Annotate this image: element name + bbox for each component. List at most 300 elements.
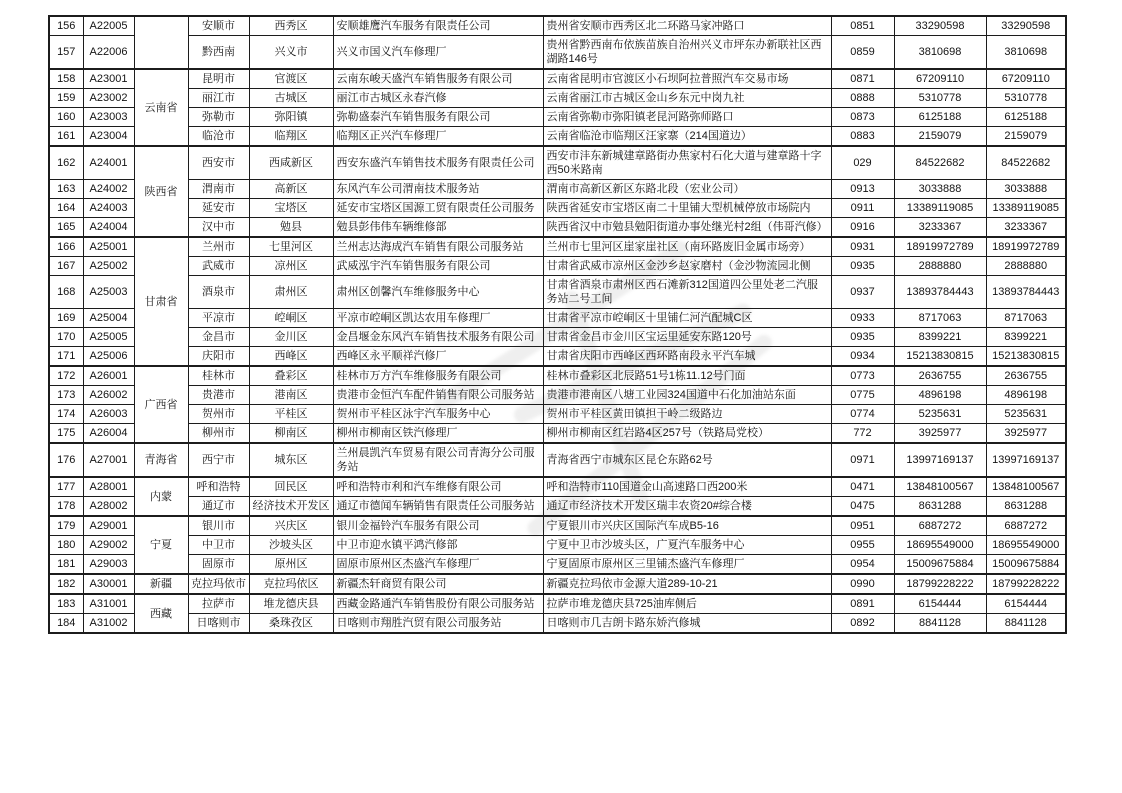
province-cell: 云南省 (134, 69, 188, 146)
province-cell: 甘肃省 (134, 237, 188, 366)
area-code-cell: 0475 (831, 497, 894, 517)
row-number-cell: 159 (49, 89, 83, 108)
service-stations-table (48, 15, 1067, 634)
phone2-cell: 13389119085 (986, 199, 1066, 218)
address-cell: 青海省西宁市城东区昆仑东路62号 (543, 443, 831, 477)
area-code-cell: 0911 (831, 199, 894, 218)
address-cell: 宁夏中卫市沙坡头区，广夏汽车服务中心 (543, 536, 831, 555)
phone-cell: 4896198 (894, 386, 986, 405)
address-cell: 呼和浩特市110国道金山高速路口西200米 (543, 477, 831, 497)
address-cell: 贵港市港南区八塘工业园324国道中石化加油站东面 (543, 386, 831, 405)
station-code-cell: A27001 (83, 443, 134, 477)
address-cell: 甘肃省平凉市崆峒区十里铺仁河汽配城C区 (543, 309, 831, 328)
area-code-cell: 0951 (831, 516, 894, 536)
phone-cell: 5310778 (894, 89, 986, 108)
area-code-cell: 0955 (831, 536, 894, 555)
row-number-cell: 164 (49, 199, 83, 218)
area-code-cell: 772 (831, 424, 894, 444)
district-cell: 堆龙德庆县 (249, 594, 333, 614)
district-cell: 港南区 (249, 386, 333, 405)
phone2-cell: 8717063 (986, 309, 1066, 328)
city-cell: 庆阳市 (188, 347, 249, 367)
address-cell: 西安市沣东新城建章路街办焦家村石化大道与建章路十字西50米路南 (543, 146, 831, 180)
company-name-cell: 武威泓宇汽车销售服务有限公司 (333, 257, 543, 276)
company-name-cell: 西峰区永平顺祥汽修厂 (333, 347, 543, 367)
table-row (49, 347, 1066, 367)
phone-cell: 33290598 (894, 16, 986, 36)
company-name-cell: 西安东盛汽车销售技术服务有限责任公司 (333, 146, 543, 180)
table-row (49, 127, 1066, 147)
city-cell: 克拉玛依市 (188, 574, 249, 594)
phone-cell: 15213830815 (894, 347, 986, 367)
company-name-cell: 勉县彭伟伟车辆维修部 (333, 218, 543, 238)
address-cell: 柳州市柳南区红岩路4区257号（铁路局党校） (543, 424, 831, 444)
phone2-cell: 33290598 (986, 16, 1066, 36)
row-number-cell: 156 (49, 16, 83, 36)
area-code-cell: 0871 (831, 69, 894, 89)
table-row (49, 69, 1066, 89)
address-cell: 云南省昆明市官渡区小石坝阿拉普照汽车交易市场 (543, 69, 831, 89)
district-cell: 沙坡头区 (249, 536, 333, 555)
district-cell: 兴庆区 (249, 516, 333, 536)
company-name-cell: 金昌堰金东风汽车销售技术服务有限公司 (333, 328, 543, 347)
row-number-cell: 158 (49, 69, 83, 89)
station-code-cell: A26004 (83, 424, 134, 444)
phone-cell: 8841128 (894, 614, 986, 634)
address-cell: 云南省丽江市古城区金山乡东元中岗九社 (543, 89, 831, 108)
address-cell: 兰州市七里河区崖家崖社区（南环路废旧金属市场旁） (543, 237, 831, 257)
phone-cell: 3925977 (894, 424, 986, 444)
phone-cell: 3033888 (894, 180, 986, 199)
phone2-cell: 6887272 (986, 516, 1066, 536)
row-number-cell: 160 (49, 108, 83, 127)
district-cell: 临翔区 (249, 127, 333, 147)
district-cell: 西咸新区 (249, 146, 333, 180)
province-cell: 宁夏 (134, 516, 188, 574)
phone-cell: 2888880 (894, 257, 986, 276)
area-code-cell: 0891 (831, 594, 894, 614)
district-cell: 高新区 (249, 180, 333, 199)
phone2-cell: 5235631 (986, 405, 1066, 424)
phone-cell: 67209110 (894, 69, 986, 89)
area-code-cell: 029 (831, 146, 894, 180)
station-code-cell: A25002 (83, 257, 134, 276)
address-cell: 云南省弥勒市弥阳镇老昆河路弥师路口 (543, 108, 831, 127)
phone2-cell: 18695549000 (986, 536, 1066, 555)
address-cell: 甘肃省庆阳市西峰区西环路南段永平汽车城 (543, 347, 831, 367)
city-cell: 通辽市 (188, 497, 249, 517)
area-code-cell: 0954 (831, 555, 894, 575)
station-code-cell: A31002 (83, 614, 134, 634)
company-name-cell: 丽江市古城区永春汽修 (333, 89, 543, 108)
company-name-cell: 安顺雄鹰汽车服务有限责任公司 (333, 16, 543, 36)
province-cell: 广西省 (134, 366, 188, 443)
phone2-cell: 2636755 (986, 366, 1066, 386)
station-code-cell: A31001 (83, 594, 134, 614)
address-cell: 甘肃省武威市凉州区金沙乡赵家磨村（金沙物流园北侧 (543, 257, 831, 276)
district-cell: 柳南区 (249, 424, 333, 444)
phone-cell: 6125188 (894, 108, 986, 127)
station-code-cell: A25001 (83, 237, 134, 257)
area-code-cell: 0888 (831, 89, 894, 108)
table-row (49, 424, 1066, 444)
district-cell: 宝塔区 (249, 199, 333, 218)
district-cell: 凉州区 (249, 257, 333, 276)
city-cell: 黔西南 (188, 36, 249, 70)
row-number-cell: 180 (49, 536, 83, 555)
station-code-cell: A25004 (83, 309, 134, 328)
table-row (49, 536, 1066, 555)
city-cell: 武威市 (188, 257, 249, 276)
company-name-cell: 兰州志达海成汽车销售有限公司服务站 (333, 237, 543, 257)
city-cell: 桂林市 (188, 366, 249, 386)
table-row (49, 614, 1066, 634)
company-name-cell: 云南东峻天盛汽车销售服务有限公司 (333, 69, 543, 89)
company-name-cell: 呼和浩特市利和汽车维修有限公司 (333, 477, 543, 497)
city-cell: 汉中市 (188, 218, 249, 238)
company-name-cell: 日喀则市翔胜汽贸有限公司服务站 (333, 614, 543, 634)
table-body (49, 16, 1066, 633)
address-cell: 贺州市平桂区黄田镇担干岭二级路边 (543, 405, 831, 424)
phone2-cell: 3810698 (986, 36, 1066, 70)
province-cell (134, 16, 188, 69)
city-cell: 银川市 (188, 516, 249, 536)
station-code-cell: A28002 (83, 497, 134, 517)
row-number-cell: 171 (49, 347, 83, 367)
area-code-cell: 0913 (831, 180, 894, 199)
company-name-cell: 兴义市国义汽车修理厂 (333, 36, 543, 70)
area-code-cell: 0892 (831, 614, 894, 634)
address-cell: 甘肃省酒泉市肃州区西石滩新312国道四公里处老二汽服务站二号工间 (543, 276, 831, 309)
row-number-cell: 181 (49, 555, 83, 575)
phone-cell: 18919972789 (894, 237, 986, 257)
table-row (49, 16, 1066, 36)
station-code-cell: A26003 (83, 405, 134, 424)
company-name-cell: 银川金福铃汽车服务有限公司 (333, 516, 543, 536)
city-cell: 贵港市 (188, 386, 249, 405)
area-code-cell: 0873 (831, 108, 894, 127)
station-code-cell: A24004 (83, 218, 134, 238)
area-code-cell: 0971 (831, 443, 894, 477)
phone-cell: 18695549000 (894, 536, 986, 555)
table-row (49, 477, 1066, 497)
row-number-cell: 169 (49, 309, 83, 328)
table-row (49, 218, 1066, 238)
city-cell: 酒泉市 (188, 276, 249, 309)
company-name-cell: 肃州区创馨汽车维修服务中心 (333, 276, 543, 309)
phone-cell: 8399221 (894, 328, 986, 347)
area-code-cell: 0916 (831, 218, 894, 238)
phone2-cell: 13848100567 (986, 477, 1066, 497)
city-cell: 临沧市 (188, 127, 249, 147)
company-name-cell: 平凉市崆峒区凯达农用车修理厂 (333, 309, 543, 328)
address-cell: 贵州省安顺市西秀区北二环路马家冲路口 (543, 16, 831, 36)
city-cell: 柳州市 (188, 424, 249, 444)
table-row (49, 237, 1066, 257)
area-code-cell: 0933 (831, 309, 894, 328)
station-code-cell: A25003 (83, 276, 134, 309)
province-cell: 西藏 (134, 594, 188, 633)
table-row (49, 443, 1066, 477)
phone2-cell: 13997169137 (986, 443, 1066, 477)
area-code-cell: 0935 (831, 257, 894, 276)
table-row (49, 199, 1066, 218)
area-code-cell: 0937 (831, 276, 894, 309)
table-row (49, 276, 1066, 309)
phone-cell: 18799228222 (894, 574, 986, 594)
phone-cell: 8631288 (894, 497, 986, 517)
address-cell: 渭南市高新区新区东路北段（宏业公司） (543, 180, 831, 199)
city-cell: 贺州市 (188, 405, 249, 424)
station-code-cell: A29002 (83, 536, 134, 555)
city-cell: 昆明市 (188, 69, 249, 89)
station-code-cell: A23001 (83, 69, 134, 89)
city-cell: 平凉市 (188, 309, 249, 328)
row-number-cell: 183 (49, 594, 83, 614)
phone-cell: 8717063 (894, 309, 986, 328)
address-cell: 拉萨市堆龙德庆县725油库侧后 (543, 594, 831, 614)
phone-cell: 2636755 (894, 366, 986, 386)
city-cell: 西宁市 (188, 443, 249, 477)
province-cell: 内蒙 (134, 477, 188, 516)
phone2-cell: 8631288 (986, 497, 1066, 517)
company-name-cell: 贺州市平桂区泳宇汽车服务中心 (333, 405, 543, 424)
row-number-cell: 166 (49, 237, 83, 257)
district-cell: 西秀区 (249, 16, 333, 36)
station-code-cell: A24003 (83, 199, 134, 218)
address-cell: 贵州省黔西南布依族苗族自治州兴义市坪东办新联社区西湖路146号 (543, 36, 831, 70)
company-name-cell: 兰州晨凯汽车贸易有限公司青海分公司服务站 (333, 443, 543, 477)
station-code-cell: A23003 (83, 108, 134, 127)
phone-cell: 6887272 (894, 516, 986, 536)
row-number-cell: 163 (49, 180, 83, 199)
city-cell: 西安市 (188, 146, 249, 180)
city-cell: 呼和浩特 (188, 477, 249, 497)
city-cell: 金昌市 (188, 328, 249, 347)
city-cell: 拉萨市 (188, 594, 249, 614)
phone-cell: 13893784443 (894, 276, 986, 309)
station-code-cell: A23004 (83, 127, 134, 147)
city-cell: 固原市 (188, 555, 249, 575)
station-code-cell: A24001 (83, 146, 134, 180)
phone-cell: 13997169137 (894, 443, 986, 477)
district-cell: 金川区 (249, 328, 333, 347)
row-number-cell: 177 (49, 477, 83, 497)
company-name-cell: 桂林市万方汽车维修服务有限公司 (333, 366, 543, 386)
address-cell: 宁夏银川市兴庆区国际汽车成B5-16 (543, 516, 831, 536)
row-number-cell: 162 (49, 146, 83, 180)
phone2-cell: 3033888 (986, 180, 1066, 199)
phone2-cell: 3233367 (986, 218, 1066, 238)
address-cell: 桂林市叠彩区北辰路51号1栋11.12号门面 (543, 366, 831, 386)
district-cell: 原州区 (249, 555, 333, 575)
address-cell: 宁夏固原市原州区三里铺杰盛汽车修理厂 (543, 555, 831, 575)
company-name-cell: 弥勒盛泰汽车销售服务有限公司 (333, 108, 543, 127)
phone2-cell: 6125188 (986, 108, 1066, 127)
company-name-cell: 中卫市迎水镇平鸿汽修部 (333, 536, 543, 555)
table-row (49, 594, 1066, 614)
city-cell: 兰州市 (188, 237, 249, 257)
district-cell: 经济技术开发区 (249, 497, 333, 517)
province-cell: 青海省 (134, 443, 188, 477)
station-code-cell: A28001 (83, 477, 134, 497)
area-code-cell: 0931 (831, 237, 894, 257)
station-code-cell: A30001 (83, 574, 134, 594)
city-cell: 渭南市 (188, 180, 249, 199)
row-number-cell: 182 (49, 574, 83, 594)
district-cell: 兴义市 (249, 36, 333, 70)
row-number-cell: 170 (49, 328, 83, 347)
phone2-cell: 67209110 (986, 69, 1066, 89)
phone2-cell: 4896198 (986, 386, 1066, 405)
row-number-cell: 168 (49, 276, 83, 309)
company-name-cell: 东风汽车公司渭南技术服务站 (333, 180, 543, 199)
row-number-cell: 173 (49, 386, 83, 405)
phone2-cell: 8841128 (986, 614, 1066, 634)
area-code-cell: 0774 (831, 405, 894, 424)
district-cell: 肃州区 (249, 276, 333, 309)
table-row (49, 108, 1066, 127)
phone2-cell: 5310778 (986, 89, 1066, 108)
city-cell: 丽江市 (188, 89, 249, 108)
station-code-cell: A26002 (83, 386, 134, 405)
company-name-cell: 西藏金路通汽车销售股份有限公司服务站 (333, 594, 543, 614)
district-cell: 克拉玛依区 (249, 574, 333, 594)
table-row (49, 257, 1066, 276)
phone-cell: 2159079 (894, 127, 986, 147)
row-number-cell: 172 (49, 366, 83, 386)
table-row (49, 386, 1066, 405)
address-cell: 云南省临沧市临翔区汪家寨（214国道边） (543, 127, 831, 147)
row-number-cell: 157 (49, 36, 83, 70)
company-name-cell: 固原市原州区杰盛汽车修理厂 (333, 555, 543, 575)
phone-cell: 13848100567 (894, 477, 986, 497)
table-row (49, 574, 1066, 594)
district-cell: 城东区 (249, 443, 333, 477)
district-cell: 古城区 (249, 89, 333, 108)
address-cell: 新疆克拉玛依市金源大道289-10-21 (543, 574, 831, 594)
station-code-cell: A26001 (83, 366, 134, 386)
district-cell: 七里河区 (249, 237, 333, 257)
area-code-cell: 0935 (831, 328, 894, 347)
station-code-cell: A25005 (83, 328, 134, 347)
row-number-cell: 178 (49, 497, 83, 517)
district-cell: 弥阳镇 (249, 108, 333, 127)
phone2-cell: 8399221 (986, 328, 1066, 347)
table-row (49, 36, 1066, 70)
district-cell: 平桂区 (249, 405, 333, 424)
table-row (49, 309, 1066, 328)
address-cell: 甘肃省金昌市金川区宝运里延安东路120号 (543, 328, 831, 347)
station-code-cell: A29001 (83, 516, 134, 536)
address-cell: 日喀则市几吉朗卡路东娇汽修城 (543, 614, 831, 634)
province-cell: 新疆 (134, 574, 188, 594)
table-row (49, 328, 1066, 347)
phone2-cell: 18799228222 (986, 574, 1066, 594)
row-number-cell: 175 (49, 424, 83, 444)
district-cell: 西峰区 (249, 347, 333, 367)
phone2-cell: 2159079 (986, 127, 1066, 147)
table-row (49, 366, 1066, 386)
area-code-cell: 0883 (831, 127, 894, 147)
phone-cell: 3233367 (894, 218, 986, 238)
address-cell: 陕西省汉中市勉县勉阳街道办事处继光村2组（伟哥汽修） (543, 218, 831, 238)
company-name-cell: 贵港市金恒汽车配件销售有限公司服务站 (333, 386, 543, 405)
row-number-cell: 167 (49, 257, 83, 276)
table-row (49, 89, 1066, 108)
station-code-cell: A25006 (83, 347, 134, 367)
phone-cell: 5235631 (894, 405, 986, 424)
district-cell: 桑珠孜区 (249, 614, 333, 634)
phone2-cell: 18919972789 (986, 237, 1066, 257)
city-cell: 中卫市 (188, 536, 249, 555)
row-number-cell: 176 (49, 443, 83, 477)
city-cell: 日喀则市 (188, 614, 249, 634)
station-code-cell: A29003 (83, 555, 134, 575)
phone2-cell: 2888880 (986, 257, 1066, 276)
phone-cell: 6154444 (894, 594, 986, 614)
table-row (49, 405, 1066, 424)
area-code-cell: 0990 (831, 574, 894, 594)
area-code-cell: 0775 (831, 386, 894, 405)
district-cell: 勉县 (249, 218, 333, 238)
phone-cell: 84522682 (894, 146, 986, 180)
province-cell: 陕西省 (134, 146, 188, 237)
company-name-cell: 临翔区正兴汽车修理厂 (333, 127, 543, 147)
table-row (49, 180, 1066, 199)
address-cell: 陕西省延安市宝塔区南二十里铺大型机械停放市场院内 (543, 199, 831, 218)
area-code-cell: 0471 (831, 477, 894, 497)
city-cell: 安顺市 (188, 16, 249, 36)
row-number-cell: 165 (49, 218, 83, 238)
phone2-cell: 6154444 (986, 594, 1066, 614)
district-cell: 官渡区 (249, 69, 333, 89)
table-row (49, 497, 1066, 517)
phone-cell: 3810698 (894, 36, 986, 70)
station-code-cell: A24002 (83, 180, 134, 199)
phone-cell: 15009675884 (894, 555, 986, 575)
station-code-cell: A22005 (83, 16, 134, 36)
table-row (49, 146, 1066, 180)
phone2-cell: 15009675884 (986, 555, 1066, 575)
station-code-cell: A22006 (83, 36, 134, 70)
phone2-cell: 3925977 (986, 424, 1066, 444)
row-number-cell: 179 (49, 516, 83, 536)
row-number-cell: 174 (49, 405, 83, 424)
company-name-cell: 延安市宝塔区国源工贸有限责任公司服务 (333, 199, 543, 218)
row-number-cell: 161 (49, 127, 83, 147)
company-name-cell: 新疆杰轩商贸有限公司 (333, 574, 543, 594)
city-cell: 弥勒市 (188, 108, 249, 127)
city-cell: 延安市 (188, 199, 249, 218)
area-code-cell: 0934 (831, 347, 894, 367)
company-name-cell: 通辽市德闻车辆销售有限责任公司服务站 (333, 497, 543, 517)
company-name-cell: 柳州市柳南区铁汽修理厂 (333, 424, 543, 444)
district-cell: 崆峒区 (249, 309, 333, 328)
phone-cell: 13389119085 (894, 199, 986, 218)
table-row (49, 555, 1066, 575)
phone2-cell: 13893784443 (986, 276, 1066, 309)
phone2-cell: 15213830815 (986, 347, 1066, 367)
area-code-cell: 0773 (831, 366, 894, 386)
address-cell: 通辽市经济技术开发区瑞丰农资20#综合楼 (543, 497, 831, 517)
station-code-cell: A23002 (83, 89, 134, 108)
district-cell: 叠彩区 (249, 366, 333, 386)
table-row (49, 516, 1066, 536)
area-code-cell: 0851 (831, 16, 894, 36)
district-cell: 回民区 (249, 477, 333, 497)
area-code-cell: 0859 (831, 36, 894, 70)
